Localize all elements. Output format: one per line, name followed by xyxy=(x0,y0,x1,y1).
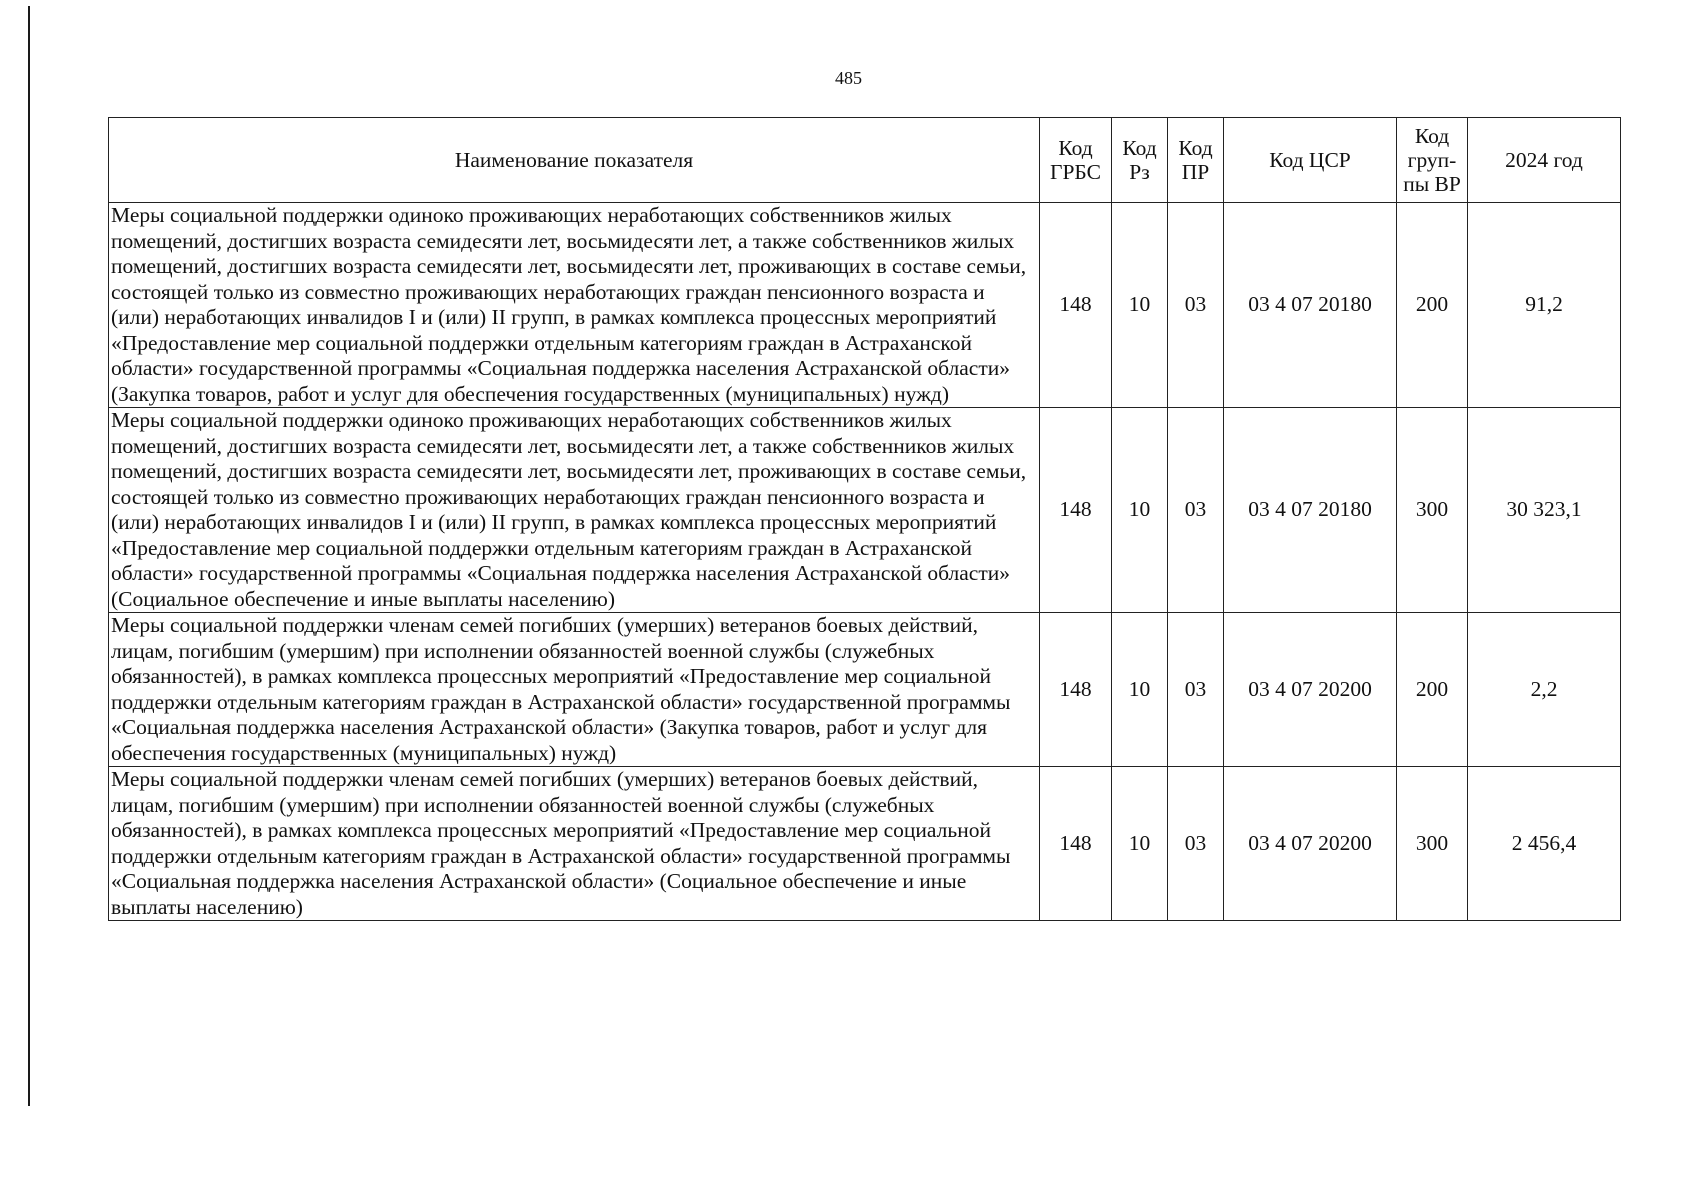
row-rz: 10 xyxy=(1112,613,1168,767)
row-csr: 03 4 07 20200 xyxy=(1224,613,1397,767)
header-csr: Код ЦСР xyxy=(1224,118,1397,203)
row-amount: 91,2 xyxy=(1468,203,1621,408)
row-name: Меры социальной поддержки членам семей погибших (умерших) ветеранов боевых действий, лицам, погибшим (умершим) при исполнении обязанностей военной службы (служебных обязанностей), в рамках комплекса процессных мероприятий «Предоставление мер социальной поддержки отдельным категориям граждан в Астраханской области» государственной программы «Социальная поддержка населения Астраханской области» (Закупка товаров, работ и услуг для обеспечения государственных (муниципальных) нужд) xyxy=(109,613,1040,767)
row-amount: 2,2 xyxy=(1468,613,1621,767)
row-vr: 200 xyxy=(1397,613,1468,767)
row-grbs: 148 xyxy=(1040,203,1112,408)
page-number: 485 xyxy=(835,68,862,88)
header-year: 2024 год xyxy=(1468,118,1621,203)
row-grbs: 148 xyxy=(1040,408,1112,613)
header-rz: Код Рз xyxy=(1112,118,1168,203)
row-name: Меры социальной поддержки одиноко проживающих неработающих собственников жилых помещений, достигших возраста семидесяти лет, восьмидесяти лет, а также собственников жилых помещений, достигших возраста семидесяти лет, восьмидесяти лет, проживающих в составе семьи, состоящей только из совместно проживающих неработающих граждан пенсионного возраста и (или) неработающих инвалидов I и (или) II групп, в рамках комплекса процессных мероприятий «Предоставление мер социальной поддержки отдельным категориям граждан в Астраханской области» государственной программы «Социальная поддержка населения Астраханской области» (Закупка товаров, работ и услуг для обеспечения государственных (муниципальных) нужд) xyxy=(109,203,1040,408)
header-vr: Код груп-пы ВР xyxy=(1397,118,1468,203)
row-amount: 30 323,1 xyxy=(1468,408,1621,613)
budget-table xyxy=(108,117,1621,921)
row-grbs: 148 xyxy=(1040,613,1112,767)
table-row xyxy=(109,767,1621,921)
row-vr: 300 xyxy=(1397,408,1468,613)
table-row xyxy=(109,203,1621,408)
row-rz: 10 xyxy=(1112,767,1168,921)
row-pr: 03 xyxy=(1168,203,1224,408)
row-name: Меры социальной поддержки членам семей погибших (умерших) ветеранов боевых действий, лицам, погибшим (умершим) при исполнении обязанностей военной службы (служебных обязанностей), в рамках комплекса процессных мероприятий «Предоставление мер социальной поддержки отдельным категориям граждан в Астраханской области» государственной программы «Социальная поддержка населения Астраханской области» (Социальное обеспечение и иные выплаты населению) xyxy=(109,767,1040,921)
row-vr: 200 xyxy=(1397,203,1468,408)
row-grbs: 148 xyxy=(1040,767,1112,921)
table-row xyxy=(109,408,1621,613)
header-grbs: Код ГРБС xyxy=(1040,118,1112,203)
header-name: Наименование показателя xyxy=(109,118,1040,203)
row-pr: 03 xyxy=(1168,767,1224,921)
row-pr: 03 xyxy=(1168,408,1224,613)
row-name: Меры социальной поддержки одиноко проживающих неработающих собственников жилых помещений, достигших возраста семидесяти лет, восьмидесяти лет, а также собственников жилых помещений, достигших возраста семидесяти лет, восьмидесяти лет, проживающих в составе семьи, состоящей только из совместно проживающих неработающих граждан пенсионного возраста и (или) неработающих инвалидов I и (или) II групп, в рамках комплекса процессных мероприятий «Предоставление мер социальной поддержки отдельным категориям граждан в Астраханской области» государственной программы «Социальная поддержка населения Астраханской области» (Социальное обеспечение и иные выплаты населению) xyxy=(109,408,1040,613)
row-rz: 10 xyxy=(1112,203,1168,408)
row-rz: 10 xyxy=(1112,408,1168,613)
row-csr: 03 4 07 20180 xyxy=(1224,203,1397,408)
header-pr: Код ПР xyxy=(1168,118,1224,203)
table-row xyxy=(109,613,1621,767)
row-csr: 03 4 07 20200 xyxy=(1224,767,1397,921)
binding-margin-line xyxy=(28,6,30,1106)
row-csr: 03 4 07 20180 xyxy=(1224,408,1397,613)
row-amount: 2 456,4 xyxy=(1468,767,1621,921)
table-header-row xyxy=(109,118,1621,203)
row-pr: 03 xyxy=(1168,613,1224,767)
row-vr: 300 xyxy=(1397,767,1468,921)
